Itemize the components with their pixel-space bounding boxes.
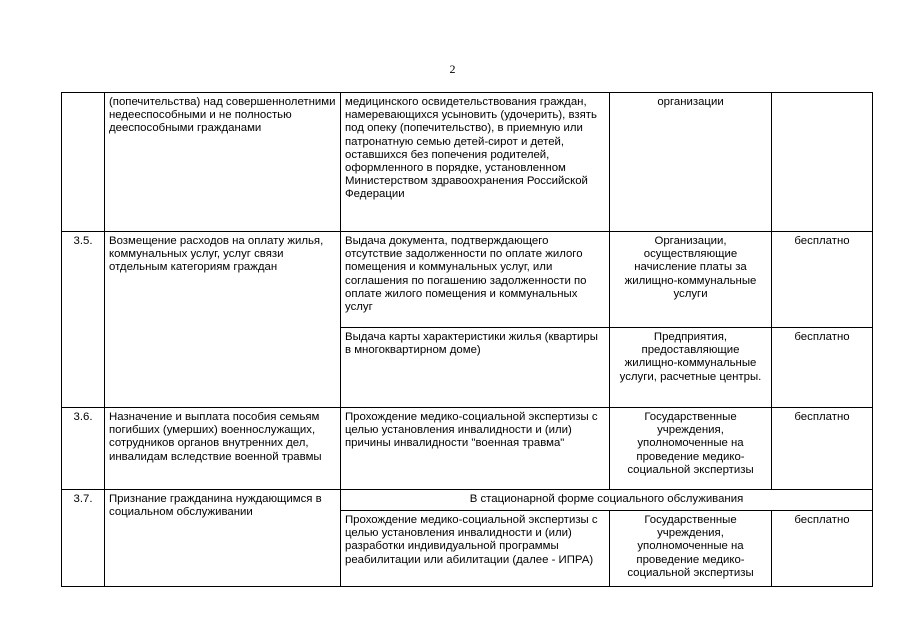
service-name: (попечительства) над совершеннолетними недееспособными и не полностью дееспособными гражданами (105, 93, 341, 232)
row-number: 3.6. (62, 408, 105, 490)
service-name: Признание гражданина нуждающимся в социальном обслуживании (105, 490, 341, 587)
row-number: 3.5. (62, 232, 105, 408)
page-number: 2 (449, 62, 456, 76)
cost: бесплатно (772, 408, 873, 490)
table-row (62, 93, 873, 232)
service-name: Назначение и выплата пособия семьям погибших (умерших) военнослужащих, сотрудников органов внутренних дел, инвалидам вследствие военной травмы (105, 408, 341, 490)
required-document: Прохождение медико-социальной экспертизы с целью установления инвалидности и (или) причины инвалидности "военная травма" (341, 408, 610, 490)
issuing-organization: Государственные учреждения, уполномоченные на проведение медико-социальной экспертизы (610, 511, 772, 587)
services-table (61, 92, 873, 587)
cost: бесплатно (772, 328, 873, 408)
issuing-organization: Государственные учреждения, уполномоченные на проведение медико-социальной экспертизы (610, 408, 772, 490)
required-document: Выдача карты характеристики жилья (квартиры в многоквартирном доме) (341, 328, 610, 408)
required-document: медицинского освидетельствования граждан, намеревающихся усыновить (удочерить), взять под опеку (попечительство), в приемную или патронатную семью детей-сирот и детей, оставшихся без попечения родителей, оформленного в порядке, установленном Министерством здравоохранения Российской Федерации (341, 93, 610, 232)
required-document: Прохождение медико-социальной экспертизы с целью установления инвалидности и (или) разработки индивидуальной программы реабилитации или абилитации (далее - ИПРА) (341, 511, 610, 587)
cost: бесплатно (772, 232, 873, 328)
issuing-organization: организации (610, 93, 772, 232)
table-row (62, 408, 873, 490)
cost (772, 93, 873, 232)
row-number: 3.7. (62, 490, 105, 587)
cost: бесплатно (772, 511, 873, 587)
issuing-organization: Организации, осуществляющие начисление платы за жилищно-коммунальные услуги (610, 232, 772, 328)
issuing-organization: Предприятия, предоставляющие жилищно-коммунальные услуги, расчетные центры. (610, 328, 772, 408)
table-row (62, 490, 873, 511)
service-form-subheader: В стационарной форме социального обслуживания (341, 490, 873, 511)
service-name: Возмещение расходов на оплату жилья, коммунальных услуг, услуг связи отдельным категориям граждан (105, 232, 341, 408)
row-number (62, 93, 105, 232)
required-document: Выдача документа, подтверждающего отсутствие задолженности по оплате жилого помещения и коммунальных услуг, или соглашения по погашению задолженности по оплате жилого помещения и коммунальных услуг (341, 232, 610, 328)
table-row (62, 232, 873, 328)
